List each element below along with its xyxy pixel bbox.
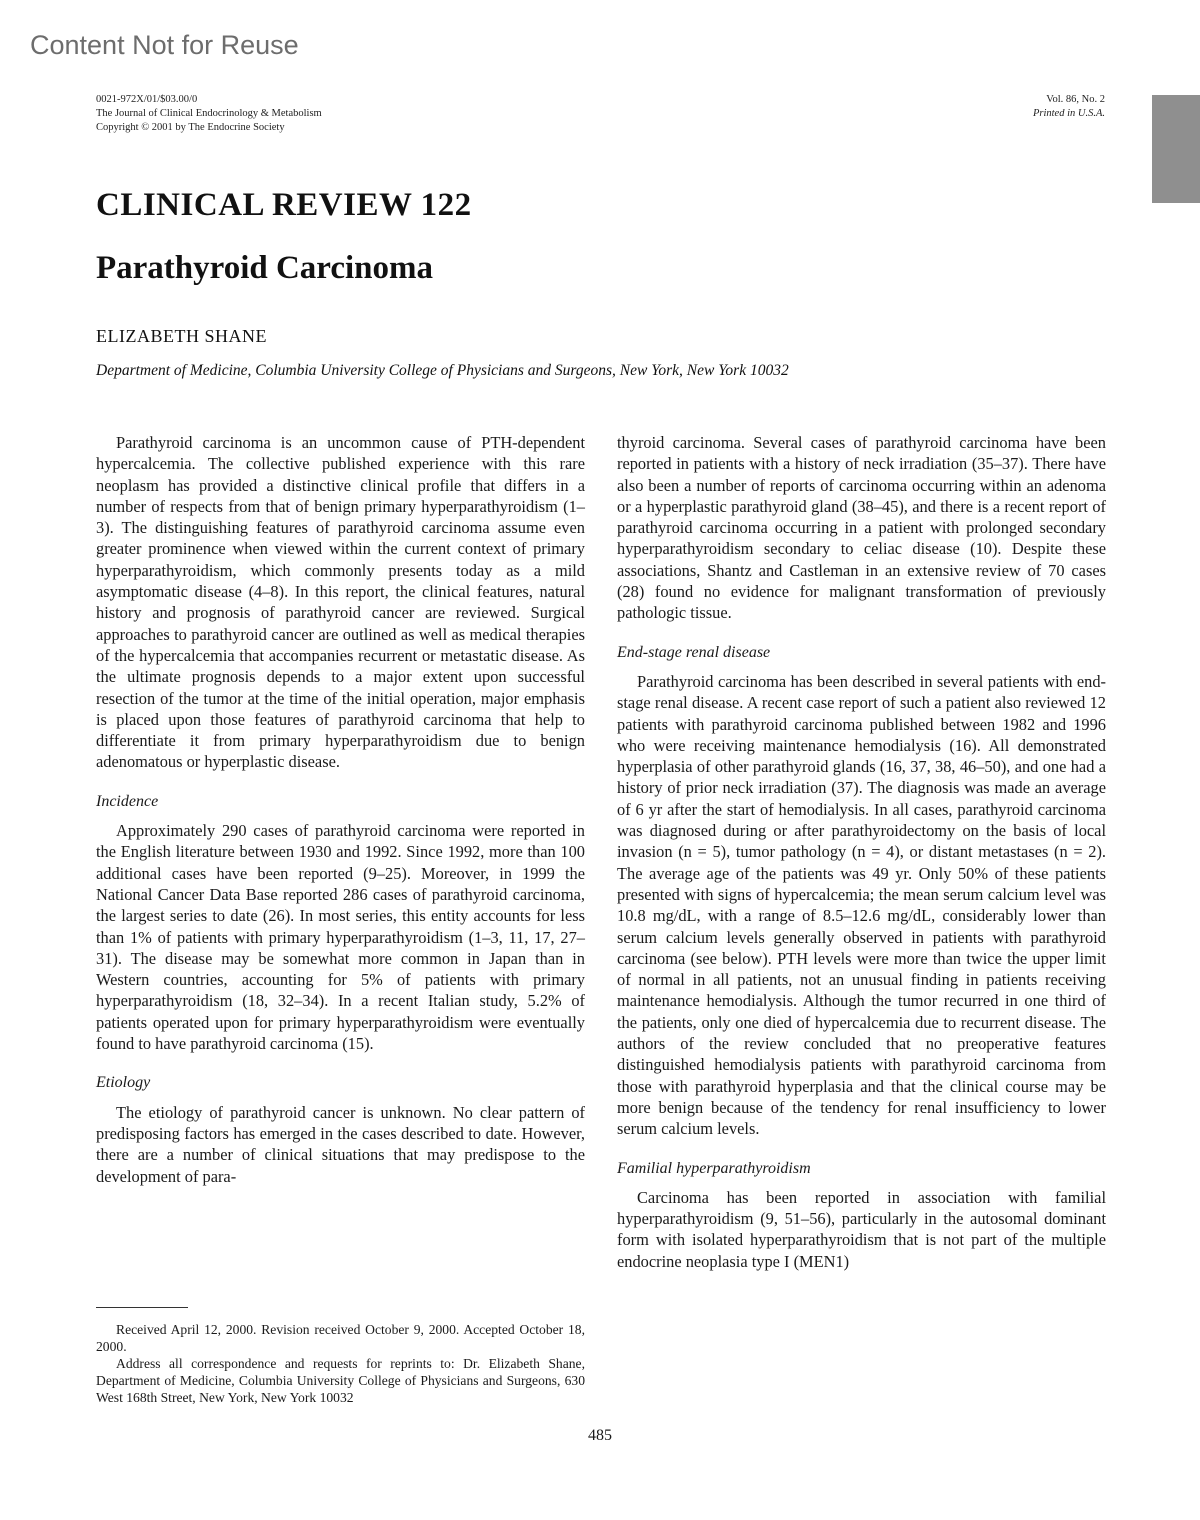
side-tab-marker <box>1152 95 1200 203</box>
esrd-paragraph: Parathyroid carcinoma has been described in several patients with end-stage renal disease. A recent case report of such a patient also reviewed 12 patients with parathyroid carcinoma published between 1982 and 1996 who were receiving maintenance hemodialysis (16). All demonstrated hyperplasia of other parathyroid glands (16, 37, 38, 46–50), and one had a history of prior neck irradiation (37). The diagnosis was made an average of 6 yr after the start of hemodialysis. In all cases, parathyroid carcinoma was diagnosed during or after parathyroidectomy on the basis of local invasion (n = 5), tumor pathology (n = 4), or distant metastases (n = 2). The average age of the patients was 49 yr. Only 50% of these patients presented with signs of hypercalcemia; the mean serum calcium level was 10.8 mg/dL, with a range of 8.5–12.6 mg/dL, considerably lower than serum calcium levels generally observed in patients with parathyroid carcinoma (see below). PTH levels were more than twice the upper limit of normal in all patients, not an unusual finding in patients receiving maintenance hemodialysis. Although the tumor recurred in one third of the patients, only one died of hypercalcemia due to recurrent disease. The authors of the review concluded that no preoperative features distinguished hemodialysis patients with parathyroid carcinoma from those with parathyroid hyperplasia and that the clinical course may be more benign because of the tendency for renal insufficiency to lower serum calcium levels. <box>617 671 1106 1139</box>
author-name: ELIZABETH SHANE <box>96 326 267 346</box>
header-issn: 0021-972X/01/$03.00/0 <box>96 94 198 105</box>
journal-header <box>96 93 322 135</box>
author-affiliation: Department of Medicine, Columbia University College of Physicians and Surgeons, New York, New York 10032 <box>96 362 789 379</box>
header-printed: Printed in U.S.A. <box>1032 108 1105 119</box>
watermark: Content Not for Reuse <box>30 30 299 60</box>
section-heading-familial: Familial hyperparathyroidism <box>617 1159 811 1177</box>
series-title: CLINICAL REVIEW 122 <box>96 187 472 223</box>
article-title: Parathyroid Carcinoma <box>96 250 434 286</box>
familial-paragraph: Carcinoma has been reported in association with familial hyperparathyroidism (9, 51–56), particularly in the autosomal dominant form with isolated hyperparathyroidism that is not part of the multiple endocrine neoplasia type I (MEN1) <box>617 1187 1106 1271</box>
issue-header <box>1033 93 1105 121</box>
intro-paragraph: Parathyroid carcinoma is an uncommon cause of PTH-dependent hypercalcemia. The collective published experience with this rare neoplasm has provided a distinctive clinical profile that differs in a number of respects from that of benign primary hyperparathyroidism (1–3). The distinguishing features of parathyroid carcinoma assume even greater prominence when viewed within the current context of primary hyperparathyroidism, which commonly presents today as a mild asymptomatic disease (4–8). In this report, the clinical features, natural history and prognosis of parathyroid cancer are reviewed. Surgical approaches to parathyroid cancer are outlined as well as medical therapies of the hypercalcemia that accompanies recurrent or metastatic disease. As the ultimate prognosis depends to a major extent upon successful resection of the tumor at the time of the initial operation, major emphasis is placed upon those features of parathyroid carcinoma that help to differentiate it from primary hyperparathyroidism due to benign adenomatous or hyperplastic disease. <box>96 433 585 772</box>
section-heading-etiology: Etiology <box>96 1074 151 1092</box>
footnote-address: Address all correspondence and requests for reprints to: Dr. Elizabeth Shane, Department of Medicine, Columbia University College of Physicians and Surgeons, 630 West 168th Street, New York, New York 10032 <box>96 1356 585 1405</box>
section-heading-esrd: End-stage renal disease <box>617 643 771 661</box>
footnotes <box>96 1321 585 1406</box>
right-column <box>617 432 1106 1272</box>
header-volume: Vol. 86, No. 2 <box>1046 94 1105 105</box>
left-column <box>96 432 585 1187</box>
page-number: 485 <box>588 1427 612 1444</box>
footnote-divider <box>96 1307 188 1308</box>
etiology-paragraph: The etiology of parathyroid cancer is unknown. No clear pattern of predisposing factors has emerged in the cases described to date. However, there are a number of clinical situations that may predispose to the development of para- <box>96 1102 585 1186</box>
etiology-continued-paragraph: thyroid carcinoma. Several cases of parathyroid carcinoma have been reported in patients with a history of neck irradiation (35–37). There have also been a number of reports of carcinoma occurring within an adenoma or a hyperplastic parathyroid gland (38–45), and there is a recent report of parathyroid carcinoma occurring in a patient with prolonged secondary hyperparathyroidism secondary to celiac disease (10). Despite these associations, Shantz and Castleman in an extensive review of 70 cases (28) found no evidence for malignant transformation of previously pathologic tissue. <box>617 433 1106 623</box>
footnote-received: Received April 12, 2000. Revision received October 9, 2000. Accepted October 18, 2000. <box>96 1322 585 1354</box>
header-copyright: Copyright © 2001 by The Endocrine Society <box>96 122 285 133</box>
incidence-paragraph: Approximately 290 cases of parathyroid carcinoma were reported in the English literature between 1930 and 1992. Since 1992, more than 100 additional cases have been reported (9–25). Moreover, in 1999 the National Cancer Data Base reported 286 cases of parathyroid carcinoma, the largest series to date (26). In most series, this entity accounts for less than 1% of patients with primary hyperparathyroidism (1–3, 11, 17, 27–31). The disease may be somewhat more common in Japan than in Western countries, accounting for 5% of patients with primary hyperparathyroidism (18, 32–34). In a recent Italian study, 5.2% of patients operated upon for primary hyperparathyroidism were eventually found to have parathyroid carcinoma (15). <box>96 821 585 1054</box>
section-heading-incidence: Incidence <box>96 792 159 810</box>
header-journal-name: The Journal of Clinical Endocrinology & Metabolism <box>96 108 322 119</box>
